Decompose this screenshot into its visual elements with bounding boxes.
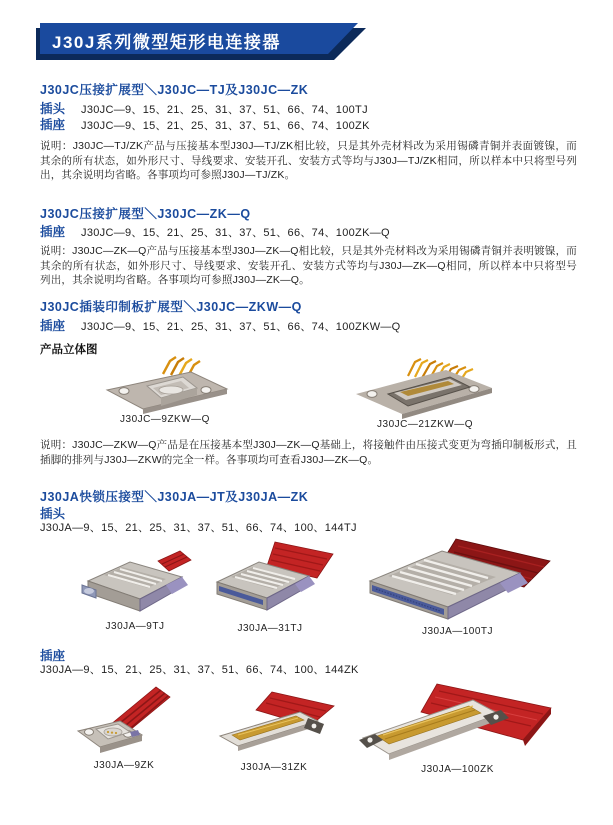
section4-heading: J30JA快锁压接型＼J30JA—JT及J30JA—ZK: [40, 490, 309, 504]
socket-label: 插座: [40, 319, 66, 333]
figure-label: J30JA—9ZK: [93, 760, 155, 771]
connector-image-j30jc-9zkw-q: [95, 352, 235, 414]
section1-note: 说明：J30JC—TJ/ZK产品与压接基本型J30J—TJ/ZK相比较，只是其外壳材料改为采用锡磷青铜并表面镀镍，而其余的所有状态，如外形尺寸、导线要求、安装开孔、安装方式等均与J30J—TJ/ZK相同，所以样本中只将型号列出，其余说明均省略。各事项均可参照J30J—TJ/ZK。: [40, 140, 577, 181]
connector-image-j30ja-9zk: [62, 685, 186, 757]
plug-models: J30JC—9、15、21、25、31、37、51、66、74、100TJ: [81, 104, 368, 116]
figure-label: J30JA—9TJ: [105, 621, 165, 632]
connector-image-j30ja-31zk: [208, 690, 340, 756]
socket-label: 插座: [40, 225, 66, 239]
plug-models: J30JA—9、15、21、25、31、37、51、66、74、100、144TJ: [40, 522, 357, 534]
figure-label: J30JA—100TJ: [421, 626, 494, 637]
socket-label: 插座: [40, 118, 66, 132]
figure-label: J30JA—31TJ: [237, 623, 303, 634]
section3-note: 说明：J30JC—ZKW—Q产品是在压接基本型J30J—ZK—Q基础上，将接触件由压接式变更为弯插印制板形式，且插脚的排列与J30J—ZKW的完全一样。各事项均可查看J30J—ZK—Q。: [40, 439, 577, 466]
page-title: J30J系列微型矩形电连接器: [52, 33, 281, 52]
socket-models: J30JC—9、15、21、25、31、37、51、66、74、100ZK—Q: [81, 227, 390, 239]
figure-label: J30JA—100ZK: [421, 764, 494, 775]
section2-note: 说明：J30JC—ZK—Q产品与压接基本型J30J—ZK—Q相比较，只是其外壳材料改为采用锡磷青铜并表明镀镍，而其余的所有状态，如外形尺寸、导线要求、安装开孔、安装方式等均与J30J—ZK—Q相同，所以样本中只将型号列出，其余说明均省略。各事项均可参照J30J—ZK—Q。: [40, 245, 577, 286]
socket-models: J30JA—9、15、21、25、31、37、51、66、74、100、144ZK: [40, 664, 359, 676]
connector-image-j30ja-31tj: [205, 540, 335, 620]
connector-image-j30jc-21zkw-q: [350, 350, 500, 420]
section3-heading: J30JC插装印制板扩展型＼J30JC—ZKW—Q: [40, 300, 302, 314]
section1-heading: J30JC压接扩展型＼J30JC—TJ及J30JC—ZK: [40, 83, 309, 97]
figure-caption: 产品立体图: [40, 344, 98, 356]
section2-heading: J30JC压接扩展型＼J30JC—ZK—Q: [40, 207, 251, 221]
figure-label: J30JC—9ZKW—Q: [120, 414, 210, 425]
connector-image-j30ja-100tj: [360, 533, 556, 625]
socket-models: J30JC—9、15、21、25、31、37、51、66、74、100ZK: [81, 120, 370, 132]
connector-image-j30ja-9tj: [70, 545, 200, 619]
figure-label: J30JC—21ZKW—Q: [377, 419, 473, 430]
section3-socket-row: [40, 316, 401, 334]
section1-socket-row: [40, 115, 370, 133]
plug-label: 插头: [40, 102, 66, 116]
plug-label: 插头: [40, 507, 66, 521]
socket-label: 插座: [40, 649, 66, 663]
figure-label: J30JA—31ZK: [240, 762, 308, 773]
socket-models: J30JC—9、15、21、25、31、37、51、66、74、100ZKW—Q: [81, 321, 401, 333]
connector-image-j30ja-100zk: [355, 678, 560, 762]
section2-socket-row: [40, 222, 390, 240]
